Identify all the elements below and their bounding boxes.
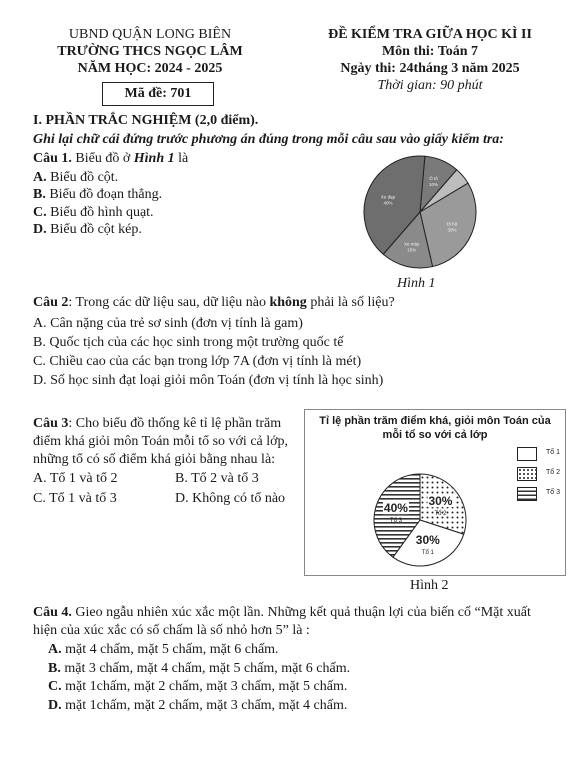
q2-option-c (33, 353, 361, 371)
q2-option-d (33, 372, 383, 390)
figure-2-caption: Hình 2 (410, 578, 449, 593)
option-letter: A. (33, 170, 47, 185)
pie-slice-value: 30% (415, 533, 440, 548)
legend-label-to2: Tổ 2 (546, 469, 561, 476)
option-text: Biểu đồ cột. (46, 170, 119, 185)
option-letter: C. (33, 354, 46, 369)
q2-option-b (33, 334, 343, 352)
option-text: Cân nặng của trẻ sơ sinh (đơn vị tính là gam) (46, 316, 303, 331)
option-letter: B. (175, 471, 188, 486)
question-4-line-2: hiện của xúc xắc có số chấm là số nhỏ hơn 5” là : (33, 623, 310, 638)
option-letter: A. (48, 642, 62, 657)
option-text: mặt 3 chấm, mặt 4 chấm, mặt 5 chấm, mặt 6 chấm. (60, 661, 351, 676)
pie-slice-value: 15% (407, 247, 417, 253)
figure-1-pie-chart (360, 150, 480, 275)
question-3 (33, 415, 281, 433)
question-1-figure-ref: Hình 1 (133, 151, 175, 166)
school-header (50, 26, 250, 77)
q4-option-c (48, 678, 347, 696)
figure-1-caption: Hình 1 (397, 276, 436, 291)
exam-header (300, 26, 560, 94)
option-text: Chiều cao của các bạn trong lớp 7A (đơn vị tính là mét) (45, 354, 362, 369)
section-instruction: Ghi lại chữ cái đứng trước phương án đúng trong mỗi câu sau vào giấy kiểm tra: (33, 132, 504, 147)
pie-slice-value: 30% (447, 227, 457, 233)
question-3-line-3: những tổ có số điểm khá giỏi bằng nhau là: (33, 452, 276, 467)
exam-subject: Môn thi: Toán 7 (381, 44, 479, 59)
option-text: Biểu đồ đoạn thẳng. (45, 187, 163, 202)
q4-option-a (48, 641, 279, 659)
pie-slice-label: Tổ 1 (421, 550, 434, 557)
pie-slice-value: 10% (429, 182, 439, 188)
question-2 (33, 294, 395, 312)
figure-2-title: Tỉ lệ phần trăm điểm khá, giỏi môn Toán của mỗi tổ so với cả lớp (319, 415, 551, 441)
exam-duration: Thời gian: 90 phút (377, 78, 483, 93)
district-name: UBND QUẬN LONG BIÊN (68, 27, 232, 42)
legend-swatch-to3 (517, 487, 537, 501)
option-text: Tổ 1 và tổ 3 (45, 491, 117, 506)
pie-slice-label: Xe đạp (380, 194, 396, 200)
option-letter: D. (175, 491, 189, 506)
option-letter: B. (48, 661, 61, 676)
question-2-text: : Trong các dữ liệu sau, dữ liệu nào (68, 295, 270, 310)
option-text: Quốc tịch của các học sinh trong một trường quốc tế (45, 335, 344, 350)
pie-slice-label: Đi bộ (446, 221, 458, 227)
question-2-label: Câu 2 (33, 295, 69, 310)
question-3-line-2: điểm khá giỏi môn Toán mỗi tổ so với cả lớp, (33, 434, 289, 449)
option-text: Biểu đồ hình quạt. (46, 205, 154, 220)
school-name: TRƯỜNG THCS NGỌC LÂM (57, 44, 243, 59)
option-text: Không có tổ nào (188, 491, 286, 506)
exam-title: ĐỀ KIỂM TRA GIỮA HỌC KÌ II (328, 27, 532, 42)
question-4 (33, 604, 553, 622)
question-4-label: Câu 4. (33, 605, 72, 620)
pie-slice-value: 40% (383, 200, 393, 206)
option-text: Tổ 2 và tổ 3 (187, 471, 259, 486)
option-letter: B. (33, 335, 46, 350)
question-1-text-end: là (174, 151, 189, 166)
q3-option-d (175, 490, 285, 508)
q2-option-a (33, 315, 303, 333)
question-1-label: Câu 1. (33, 151, 72, 166)
option-letter: C. (33, 205, 47, 220)
question-1 (33, 150, 188, 168)
section-title: I. PHẦN TRẮC NGHIỆM (2,0 điểm). (33, 113, 259, 128)
question-3-line-1: : Cho biểu đồ thống kê tỉ lệ phần trăm (68, 416, 282, 431)
question-2-emphasis: không (269, 295, 307, 310)
q1-option-a (33, 169, 118, 187)
option-text: mặt 1chấm, mặt 2 chấm, mặt 3 chấm, mặt 5 chấm. (61, 679, 348, 694)
question-3-label: Câu 3 (33, 416, 69, 431)
legend-label-to1: Tổ 1 (546, 449, 561, 456)
figure-2-pie-chart (355, 470, 485, 570)
pie-slice-label: Xe máy (403, 241, 420, 247)
pie-slice-value: 30% (428, 494, 453, 509)
option-letter: A. (33, 316, 47, 331)
pie-slice-label: Tổ 3 (389, 518, 402, 525)
exam-date: Ngày thi: 24tháng 3 năm 2025 (340, 61, 520, 76)
q4-option-b (48, 660, 350, 678)
pie1-slices (364, 156, 476, 268)
option-letter: C. (48, 679, 62, 694)
q3-option-b (175, 470, 259, 488)
option-letter: A. (33, 471, 47, 486)
exam-code-box: Mã đề: 701 (102, 82, 214, 106)
option-text: Tổ 1 và tổ 2 (46, 471, 118, 486)
q3-option-c (33, 490, 117, 508)
option-letter: D. (33, 222, 47, 237)
legend-swatch-to1 (517, 447, 537, 461)
pie2-slices (374, 474, 466, 566)
q3-option-a (33, 470, 118, 488)
legend-label-to3: Tổ 3 (546, 489, 561, 496)
q1-option-d (33, 221, 142, 239)
option-letter: B. (33, 187, 46, 202)
question-4-line-1: Gieo ngẫu nhiên xúc xắc một lần. Những kết quả thuận lợi của biến cố “Mặt xuất (71, 605, 531, 620)
option-letter: D. (48, 698, 62, 713)
q1-option-b (33, 186, 162, 204)
legend-swatch-to2 (517, 467, 537, 481)
pie-slice-label: Tổ 2 (434, 511, 447, 518)
pie-slice-value: 40% (383, 501, 408, 516)
question-1-text: Biểu đồ ở (71, 151, 134, 166)
option-text: mặt 4 chấm, mặt 5 chấm, mặt 6 chấm. (61, 642, 279, 657)
option-text: Biểu đồ cột kép. (46, 222, 142, 237)
option-text: Số học sinh đạt loại giỏi môn Toán (đơn vị tính là học sinh) (46, 373, 384, 388)
option-letter: C. (33, 491, 46, 506)
option-text: mặt 1chấm, mặt 2 chấm, mặt 3 chấm, mặt 4 chấm. (61, 698, 348, 713)
q1-option-c (33, 204, 154, 222)
school-year: NĂM HỌC: 2024 - 2025 (77, 61, 223, 76)
pie-slice-label: Ô tô (429, 176, 438, 182)
q4-option-d (48, 697, 347, 715)
option-letter: D. (33, 373, 47, 388)
question-2-text-end: phải là số liệu? (306, 295, 395, 310)
